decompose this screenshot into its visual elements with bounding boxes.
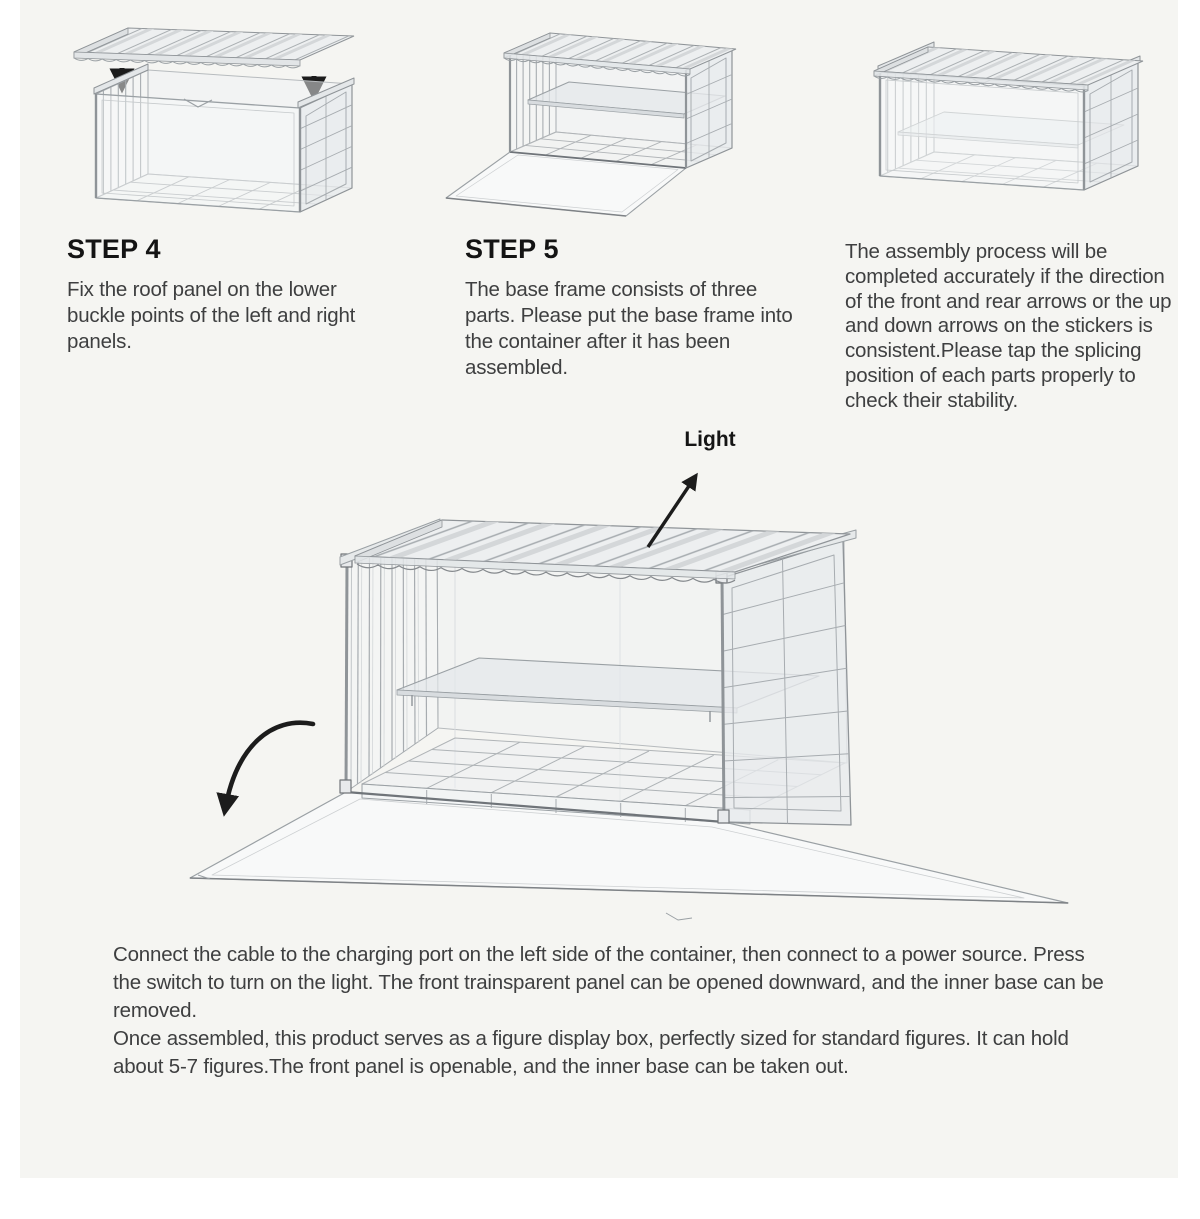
footer-paragraph-2: Once assembled, this product serves as a figure display box, perfectly sized for standard figures. It can hold about 5-7 figures.The front panel is openable, and the inner base can be taken out. bbox=[113, 1027, 1069, 1078]
step4-description: Fix the roof panel on the lower buckle points of the left and right panels. bbox=[67, 278, 356, 353]
footer-paragraph-1: Connect the cable to the charging port on the left side of the container, then connect to a power source. Press the switch to turn on the light. The front trainsparent panel can be opened downward, and the inner base can be removed. bbox=[113, 943, 1104, 1022]
step5-title: STEP 5 bbox=[465, 234, 559, 264]
light-label: Light bbox=[684, 428, 736, 451]
assembly-note: The assembly process will be completed accurately if the direction of the front and rear arrows or the up and down arrows on the stickers is consistent.Please tap the splicing position of each parts properly to check their stability. bbox=[845, 240, 1172, 412]
footer-instructions bbox=[113, 941, 1113, 1081]
step4-title: STEP 4 bbox=[67, 234, 161, 264]
step5-description: The base frame consists of three parts. Please put the base frame into the container after it has been assembled. bbox=[465, 278, 793, 379]
